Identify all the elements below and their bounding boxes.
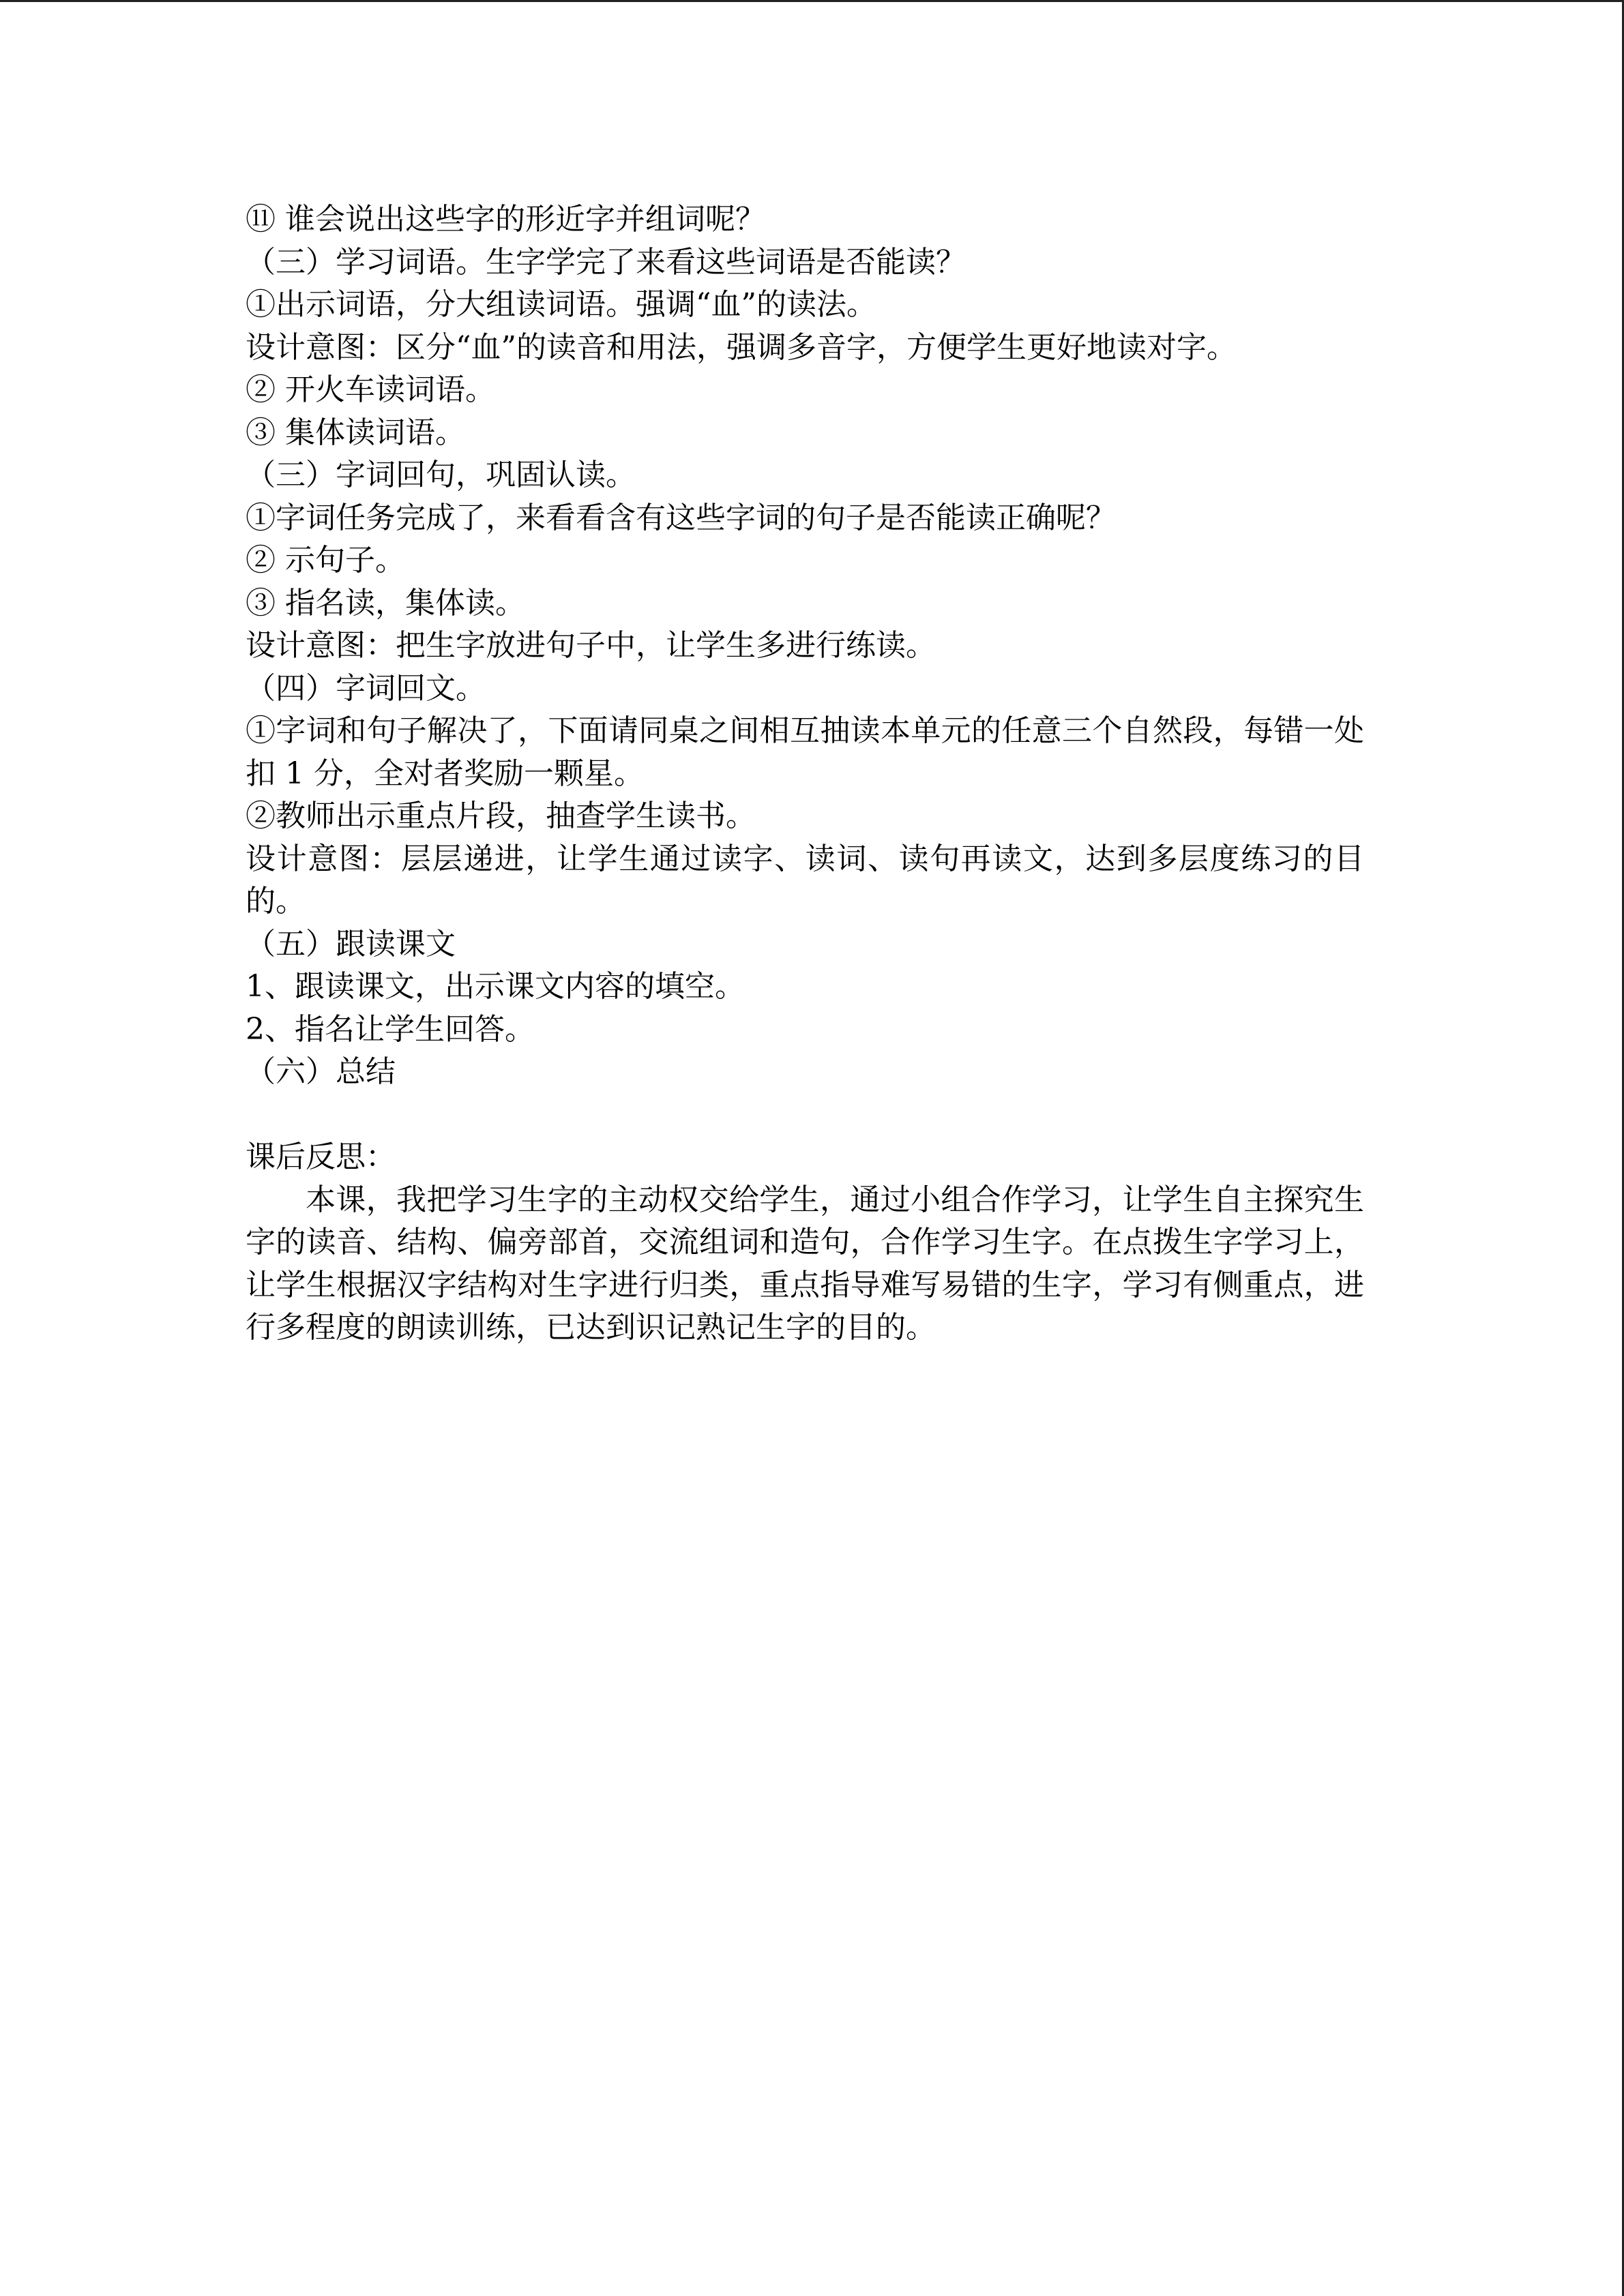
text-line: ③ 集体读词语。 (246, 415, 465, 450)
text-line: ② 开火车读词语。 (246, 372, 495, 407)
text-line: ③ 指名读，集体读。 (246, 585, 525, 621)
design-intent: 设计意图：把生字放进句子中，让学生多进行练读。 (246, 628, 936, 663)
text-line: ⑪ 谁会说出这些字的形近字并组词呢？ (246, 202, 765, 237)
text-line: ①字词任务完成了，来看看含有这些字词的句子是否能读正确呢？ (246, 500, 1116, 535)
document-body (246, 198, 1364, 1350)
spacer (246, 1094, 1364, 1137)
section-heading: （三）字词回句，巩固认读。 (246, 458, 636, 492)
section-heading: （四）字词回文。 (246, 670, 486, 706)
section-heading: （三）学习词语。生字学完了来看这些词语是否能读？ (246, 244, 966, 280)
paragraph: ①字词和句子解决了，下面请同桌之间相互抽读本单元的任意三个自然段，每错一处扣 1 分，全对者奖励一颗星。 (246, 713, 1364, 791)
text-line: 2、指名让学生回答。 (246, 1011, 535, 1047)
text-line: ①出示词语，分大组读词语。强调“血”的读法。 (246, 287, 876, 322)
section-heading: （五）跟读课文 (246, 926, 456, 961)
design-intent: 设计意图：区分“血”的读音和用法，强调多音字，方便学生更好地读对字。 (246, 329, 1237, 365)
text-line: ②教师出示重点片段，抽查学生读书。 (246, 799, 756, 833)
section-heading: （六）总结 (246, 1054, 396, 1089)
reflection-title: 课后反思： (246, 1139, 396, 1174)
text-line: ② 示句子。 (246, 543, 405, 578)
reflection-paragraph: 本课，我把学习生字的主动权交给学生，通过小组合作学习，让学生自主探究生字的读音、结构、偏旁部首，交流组词和造句，合作学习生字。在点拨生字学习上，让学生根据汉字结构对生字进行归类，重点指导难写易错的生字，学习有侧重点，进行多程度的朗读训练，已达到识记熟记生字的目的。 (246, 1182, 1364, 1345)
text-line: 1、跟读课文，出示课文内容的填空。 (246, 969, 745, 1004)
design-intent: 设计意图：层层递进，让学生通过读字、读词、读句再读文，达到多层度练习的目的。 (246, 841, 1364, 919)
